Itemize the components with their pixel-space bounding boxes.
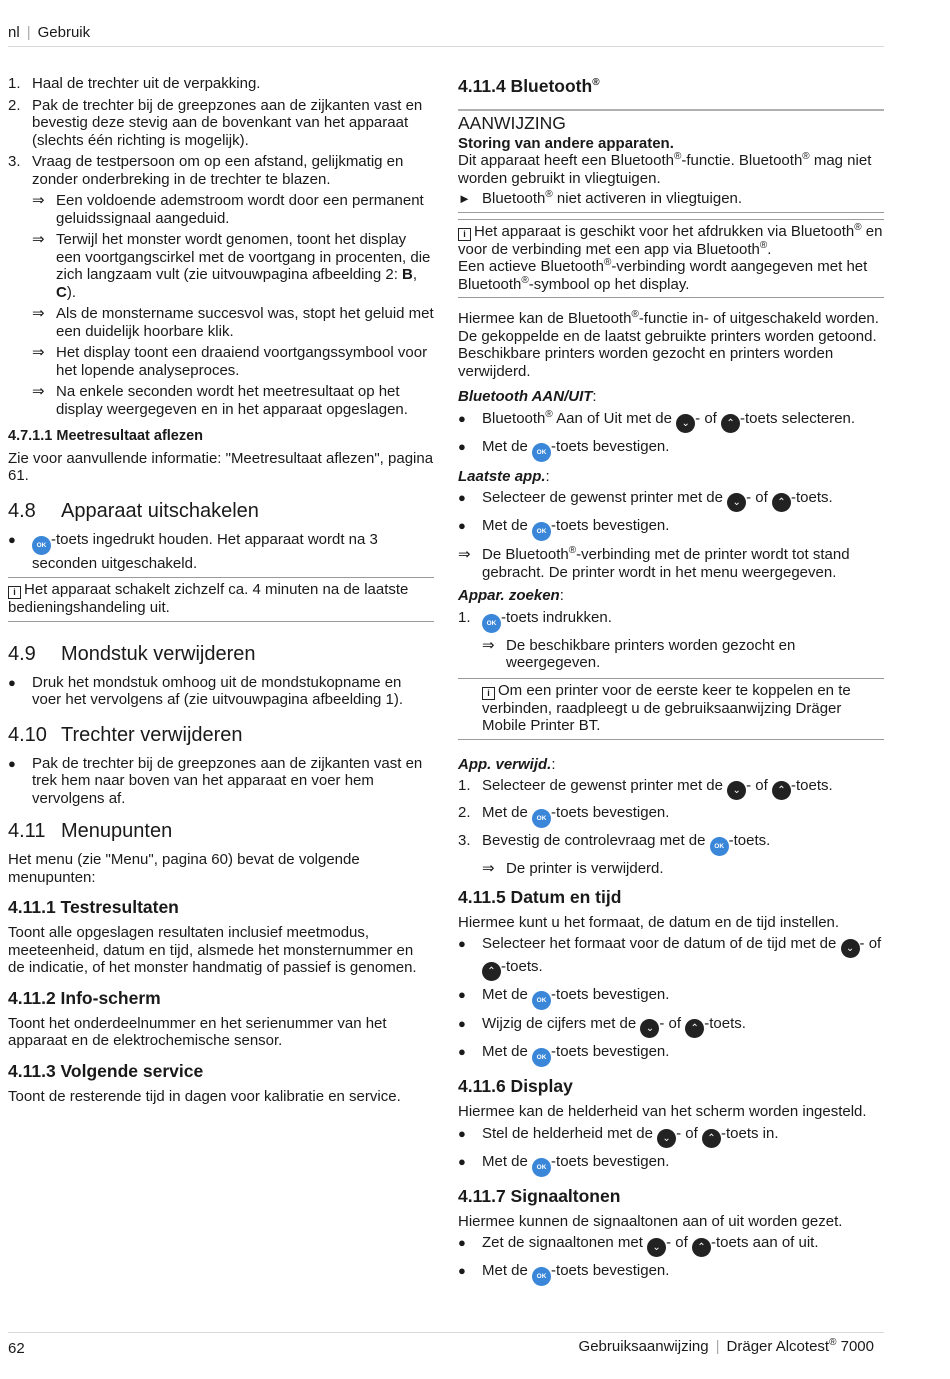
result-5 xyxy=(32,383,434,418)
note-text: Het apparaat schakelt zichzelf ca. 4 minuten na de laatste bedieningshandeling uit. xyxy=(8,581,409,616)
down-key-icon: ⌄ xyxy=(647,1238,666,1257)
result-text: Het display toont een draaiend voortgangssymbool voor het lopende analyseproces. xyxy=(56,344,428,379)
up-key-icon: ⌃ xyxy=(772,493,791,512)
heading-4-7-1-1: 4.7.1.1 Meetresultaat aflezen xyxy=(8,428,204,444)
result-arrow-icon: ⇒ xyxy=(32,383,45,400)
paragraph-4-11-5: Hiermee kunt u het formaat, de datum en de tijd instellen. xyxy=(458,913,840,931)
warning-text xyxy=(458,152,884,187)
result-2 xyxy=(32,231,434,301)
registered-mark: ® xyxy=(829,1337,837,1348)
heading-4-11-1: 4.11.1 Testresultaten xyxy=(8,897,179,917)
text-part: -toets bevestigen. xyxy=(551,517,670,534)
down-key-icon: ⌄ xyxy=(727,493,746,512)
step-2 xyxy=(8,97,434,150)
bullet-text xyxy=(482,1153,669,1177)
bullet-text: Pak de trechter bij de greepzones aan de zijkanten vast en trek hem naar boven van het apparaat en voer hem vervolgens af. xyxy=(32,754,423,807)
action-text xyxy=(482,190,742,208)
result-text: De printer is verwijderd. xyxy=(506,860,664,877)
down-key-icon: ⌄ xyxy=(657,1129,676,1148)
av-step-3 xyxy=(458,832,884,856)
bullet-text xyxy=(482,1043,669,1067)
text-part: -toets bevestigen. xyxy=(551,986,670,1003)
header-separator: | xyxy=(26,24,31,41)
av-result xyxy=(482,860,884,878)
footer-separator: | xyxy=(715,1338,720,1355)
paragraph-4-11-2: Toont het onderdeelnummer en het serienummer van het apparaat en de elektrochemische sensor. xyxy=(8,1014,387,1049)
text-part: Met de xyxy=(482,986,533,1003)
paragraph-4-7-1-1: Zie voor aanvullende informatie: "Meetresultaat aflezen", pagina 61. xyxy=(8,449,434,484)
text-part: Selecteer de gewenst printer met de xyxy=(482,489,728,506)
bullet-text xyxy=(482,1234,819,1257)
note-text: Om een printer voor de eerste keer te koppelen en te verbinden, raadpleegt u de gebruiksaanwijzing Dräger Mobile Printer BT. xyxy=(482,681,851,734)
text-part: -toets bevestigen. xyxy=(551,1262,670,1279)
footer-doc: Gebruiksaanwijzing xyxy=(578,1338,709,1355)
text-part: -toets. xyxy=(790,777,833,794)
ok-key-icon: OK xyxy=(532,1048,551,1067)
action-triangle-icon: ► xyxy=(458,191,471,206)
info-icon: i xyxy=(8,586,21,599)
dt-bullet-2 xyxy=(458,986,884,1010)
heading-4-10 xyxy=(8,723,434,747)
up-key-icon: ⌃ xyxy=(772,781,791,800)
figure-ref-c: C xyxy=(56,283,67,301)
subheading-text: Bluetooth AAN/UIT xyxy=(458,388,593,405)
text-part: -verbinding wordt aangegeven met het Bluetooth xyxy=(458,258,868,293)
bullet-icon: ● xyxy=(8,674,16,690)
bullet-4-10 xyxy=(8,755,434,808)
ok-key-icon: OK xyxy=(532,443,551,462)
step-number: 1. xyxy=(458,777,471,794)
heading-4-11-2: 4.11.2 Info-scherm xyxy=(8,987,161,1008)
bullet-text xyxy=(482,935,884,981)
text-part: - of xyxy=(695,409,722,427)
result-text xyxy=(56,231,434,301)
down-key-icon: ⌄ xyxy=(841,939,860,958)
colon: : xyxy=(545,467,550,485)
ok-key-icon: OK xyxy=(532,809,551,828)
text-part: Met de xyxy=(482,517,533,534)
text-part: Zet de signaaltonen met xyxy=(482,1234,648,1251)
registered-mark: ® xyxy=(545,408,553,420)
av-step-1 xyxy=(458,777,884,800)
text-part: mag niet worden gebruikt in vliegtuigen. xyxy=(458,152,872,187)
dt-bullet-3 xyxy=(458,1015,884,1038)
section-title: Menupunten xyxy=(61,820,173,842)
ok-key-icon: OK xyxy=(532,991,551,1010)
dt-bullet-4 xyxy=(458,1043,884,1067)
text-part: -toets selecteren. xyxy=(740,409,856,427)
ok-key-icon: OK xyxy=(532,1267,551,1286)
text-part: Bluetooth xyxy=(482,409,546,427)
down-key-icon: ⌄ xyxy=(640,1019,659,1038)
note-text-2 xyxy=(458,258,884,293)
text-part: -toets bevestigen. xyxy=(551,1043,670,1060)
bullet-icon: ● xyxy=(458,438,466,454)
bullet-icon: ● xyxy=(458,1125,466,1141)
text-part: Met de xyxy=(482,1043,533,1060)
info-icon: i xyxy=(482,687,495,700)
registered-mark: ® xyxy=(568,545,577,556)
text-part: -toets bevestigen. xyxy=(551,1152,670,1170)
footer-product: Dräger Alcotest xyxy=(726,1338,830,1355)
result-arrow-icon: ⇒ xyxy=(32,231,45,248)
header-section: Gebruik xyxy=(37,24,91,41)
step-number: 1. xyxy=(458,608,471,626)
text-part: -toets indrukken. xyxy=(501,608,612,626)
text-part: -toets. xyxy=(501,958,543,975)
section-title: Trechter verwijderen xyxy=(61,723,243,746)
result-1 xyxy=(32,192,434,227)
info-icon: i xyxy=(458,228,471,241)
paragraph-4-11-7: Hiermee kunnen de signaaltonen aan of uit worden gezet. xyxy=(458,1212,843,1230)
warning-title: AANWIJZING xyxy=(458,113,566,133)
result-arrow-icon: ⇒ xyxy=(482,860,495,877)
bullet-text xyxy=(482,489,833,512)
text-part: Selecteer het formaat voor de datum of de tijd met de xyxy=(482,935,841,952)
up-key-icon: ⌃ xyxy=(692,1238,711,1257)
text-part: Aan of Uit met de xyxy=(552,409,677,427)
text-part: Dit apparaat heeft een Bluetooth xyxy=(458,152,674,169)
heading-4-11-3: 4.11.3 Volgende service xyxy=(8,1060,204,1081)
result-text: Na enkele seconden wordt het meetresultaat op het display weergegeven en in het apparaat opgeslagen. xyxy=(56,383,408,418)
note-4-8 xyxy=(8,577,434,622)
registered-mark: ® xyxy=(545,189,553,200)
warning-box xyxy=(458,109,884,213)
step-text xyxy=(482,609,612,633)
registered-mark: ® xyxy=(631,309,639,320)
text-part: Bevestig de controlevraag met de xyxy=(482,832,710,849)
page-number: 62 xyxy=(8,1340,25,1357)
subheading-laatste-app xyxy=(458,468,884,486)
bullet-icon: ● xyxy=(458,1153,466,1169)
text-part: -functie. Bluetooth xyxy=(681,152,803,169)
bt-bullet-2 xyxy=(458,438,884,462)
right-column xyxy=(458,75,884,1291)
heading-4-9 xyxy=(8,642,434,666)
paragraph-4-11-3: Toont de resterende tijd in dagen voor kalibratie en service. xyxy=(8,1087,401,1105)
result-arrow-icon: ⇒ xyxy=(458,546,471,563)
subheading-text: Laatste app. xyxy=(458,467,546,485)
text-part: Hiermee kan de Bluetooth xyxy=(458,310,632,327)
result-arrow-icon: ⇒ xyxy=(32,192,45,209)
step-text: Pak de trechter bij de greepzones aan de zijkanten vast en bevestig deze stevig aan de bovenkant van het apparaat (slechts één richting is mogelijk). xyxy=(32,96,423,149)
ok-key-icon: OK xyxy=(710,837,729,856)
text-part: Bluetooth xyxy=(482,190,546,207)
step-number: 1. xyxy=(8,75,21,92)
step-text xyxy=(482,804,669,828)
text-part: -toets bevestigen. xyxy=(551,804,670,821)
bullet-icon: ● xyxy=(458,1016,466,1031)
sg-bullet-2 xyxy=(458,1262,884,1286)
step-number: 3. xyxy=(458,832,471,849)
text-part: - of xyxy=(666,1234,692,1251)
colon: : xyxy=(559,587,564,604)
result-arrow-icon: ⇒ xyxy=(482,636,495,654)
text-part: ). xyxy=(66,283,77,301)
dt-bullet-1 xyxy=(458,935,884,981)
text-part: -functie in- of uitgeschakeld worden. De gekoppelde en de laatst gebruikte printers worden getoond. Beschikbare printers worden gezocht en printers worden verwijderd. xyxy=(458,310,879,380)
bullet-text xyxy=(482,986,669,1010)
text-part: Met de xyxy=(482,1262,533,1279)
header-rule xyxy=(8,46,884,47)
up-key-icon: ⌃ xyxy=(721,414,740,433)
up-key-icon: ⌃ xyxy=(482,962,501,981)
paragraph-4-11: Het menu (zie "Menu", pagina 60) bevat de volgende menupunten: xyxy=(8,851,360,886)
text-part: niet activeren in vliegtuigen. xyxy=(552,190,743,207)
bullet-text xyxy=(482,410,855,433)
text-part: -toets. xyxy=(790,489,833,506)
footer-rule xyxy=(8,1332,884,1333)
bullet-text xyxy=(32,531,434,573)
result-3 xyxy=(32,305,434,340)
section-title: Apparaat uitschakelen xyxy=(61,499,259,522)
text-part: Stel de helderheid met de xyxy=(482,1124,658,1142)
text-part: - of xyxy=(746,777,772,794)
result-text: De beschikbare printers worden gezocht en weergegeven. xyxy=(506,636,796,671)
warning-action xyxy=(458,190,884,208)
registered-mark: ® xyxy=(759,239,768,251)
heading-4-8 xyxy=(8,499,434,523)
result-text xyxy=(482,546,884,581)
step-text xyxy=(482,832,770,856)
heading-4-11-6: 4.11.6 Display xyxy=(458,1076,573,1096)
text-part: -verbinding met de printer wordt tot stand gebracht. De printer wordt in het menu weergegeven. xyxy=(482,546,850,581)
registered-mark: ® xyxy=(592,77,600,89)
ds-bullet-2 xyxy=(458,1153,884,1177)
text-part: Selecteer de gewenst printer met de xyxy=(482,777,728,794)
text-part: , xyxy=(412,266,418,283)
heading-4-11 xyxy=(8,819,434,843)
registered-mark: ® xyxy=(674,151,682,162)
registered-mark: ® xyxy=(603,257,612,268)
heading-4-11-7: 4.11.7 Signaaltonen xyxy=(458,1185,621,1206)
registered-mark: ® xyxy=(854,221,862,233)
bullet-icon: ● xyxy=(458,1044,466,1059)
text-part: Het apparaat is geschikt voor het afdrukken via Bluetooth xyxy=(474,222,855,240)
text-part: -symbool op het display. xyxy=(528,275,690,293)
text-part: Met de xyxy=(482,804,533,821)
text-part: - of xyxy=(859,935,882,952)
heading-4-11-5: 4.11.5 Datum en tijd xyxy=(458,886,622,907)
left-column xyxy=(8,75,434,1105)
step-3 xyxy=(8,153,434,188)
la-bullet-2 xyxy=(458,517,884,541)
header-lang: nl xyxy=(8,24,20,41)
colon: : xyxy=(592,388,597,405)
paragraph-4-11-6: Hiermee kan de helderheid van het scherm worden ingesteld. xyxy=(458,1103,867,1120)
subheading-text: App. verwijd. xyxy=(458,755,552,773)
text-part: - of xyxy=(746,489,772,506)
text-part: -toets aan of uit. xyxy=(710,1234,819,1251)
text-part: -toets. xyxy=(704,1015,746,1032)
bullet-icon: ● xyxy=(458,410,466,426)
result-text: Als de monstername succesvol was, stopt het geluid met een duidelijk hoorbare klik. xyxy=(56,305,434,340)
text-part: -toets bevestigen. xyxy=(551,437,670,455)
step-number: 2. xyxy=(8,96,21,114)
step-number: 3. xyxy=(8,153,21,170)
footer-model: 7000 xyxy=(840,1338,874,1355)
la-bullet-1 xyxy=(458,489,884,512)
az-step-1 xyxy=(458,609,884,633)
text-part: De Bluetooth xyxy=(482,546,569,563)
subheading-app-verwijd xyxy=(458,756,884,774)
colon: : xyxy=(551,755,556,773)
text-part: Een actieve Bluetooth xyxy=(458,258,604,275)
step-text: Vraag de testpersoon om op een afstand, gelijkmatig en zonder onderbreking in de trechter te blazen. xyxy=(32,153,404,188)
note-text-1 xyxy=(458,223,884,259)
warning-subtitle: Storing van andere apparaten. xyxy=(458,134,674,152)
text-part: - of xyxy=(676,1124,702,1142)
bullet-text xyxy=(482,1125,779,1148)
text-part: -toets ingedrukt houden. Het apparaat wordt na 3 seconden uitgeschakeld. xyxy=(32,530,378,572)
section-number: 4.8 xyxy=(8,499,36,522)
bullet-icon: ● xyxy=(458,987,466,1002)
down-key-icon: ⌄ xyxy=(676,414,695,433)
bullet-text xyxy=(482,517,669,541)
bullet-text xyxy=(482,1262,669,1286)
bullet-text xyxy=(482,438,669,462)
section-number: 4.10 xyxy=(8,723,47,746)
text-part: -toets. xyxy=(728,832,771,849)
ds-bullet-1 xyxy=(458,1125,884,1148)
subheading-appar-zoeken xyxy=(458,587,884,605)
up-key-icon: ⌃ xyxy=(685,1019,704,1038)
text-part: Met de xyxy=(482,1152,533,1170)
subheading-text: Appar. zoeken xyxy=(458,587,560,604)
bt-bullet-1 xyxy=(458,410,884,433)
up-key-icon: ⌃ xyxy=(702,1129,721,1148)
figure-ref-b: B xyxy=(402,266,413,283)
ok-key-icon: OK xyxy=(532,522,551,541)
page-header xyxy=(8,24,90,42)
result-arrow-icon: ⇒ xyxy=(32,305,45,322)
step-number: 2. xyxy=(458,804,471,821)
note-appar-zoeken xyxy=(458,678,884,740)
bullet-icon: ● xyxy=(8,755,16,771)
bullet-icon: ● xyxy=(458,518,466,533)
text-part: -toets in. xyxy=(720,1124,779,1142)
result-4 xyxy=(32,344,434,379)
heading-text: 4.11.4 Bluetooth xyxy=(458,76,593,96)
text-part: Wijzig de cijfers met de xyxy=(482,1015,641,1032)
registered-mark: ® xyxy=(521,274,529,286)
step-text: Haal de trechter uit de verpakking. xyxy=(32,75,261,92)
bullet-icon: ● xyxy=(458,490,466,505)
ok-key-icon: OK xyxy=(482,614,501,633)
heading-4-11-4 xyxy=(458,75,884,97)
section-title: Mondstuk verwijderen xyxy=(61,642,256,665)
paragraph-4-11-1: Toont alle opgeslagen resultaten inclusief meetmodus, meeteenheid, datum en tijd, alsmede het monsternummer en de indicatie, of het monster handmatig of passief is genomen. xyxy=(8,924,417,976)
bullet-icon: ● xyxy=(458,936,466,951)
bullet-icon: ● xyxy=(458,1235,466,1250)
result-text: Een voldoende ademstroom wordt door een permanent geluidssignaal aangeduid. xyxy=(56,192,424,227)
text-part: Terwijl het monster wordt genomen, toont het display een voortgangscirkel met de voortgang in procenten, die zich langzaam vult (zie uitvouwpagina afbeelding 2: xyxy=(56,231,431,283)
bullet-4-9 xyxy=(8,674,434,709)
sg-bullet-1 xyxy=(458,1234,884,1257)
step-1 xyxy=(8,75,434,93)
bluetooth-intro xyxy=(458,310,884,380)
bullet-text xyxy=(482,1015,746,1038)
av-step-2 xyxy=(458,804,884,828)
text-part: Met de xyxy=(482,437,533,455)
bullet-icon: ● xyxy=(8,531,16,547)
ok-key-icon: OK xyxy=(32,536,51,555)
note-bluetooth xyxy=(458,219,884,299)
az-result xyxy=(482,637,884,672)
subheading-bluetooth-aan-uit xyxy=(458,388,884,406)
footer-title xyxy=(579,1338,874,1356)
text-part: en voor de verbinding met een app via Bluetooth xyxy=(458,222,883,258)
registered-mark: ® xyxy=(802,151,810,162)
step-text xyxy=(482,777,833,800)
bullet-4-8 xyxy=(8,531,434,573)
down-key-icon: ⌄ xyxy=(727,781,746,800)
la-result xyxy=(458,546,884,581)
section-number: 4.11 xyxy=(8,820,46,842)
section-number: 4.9 xyxy=(8,642,36,665)
text-part: - of xyxy=(659,1015,686,1032)
ok-key-icon: OK xyxy=(532,1158,551,1177)
bullet-text: Druk het mondstuk omhoog uit de mondstukopname en voer het vervolgens af (zie uitvouwpagina afbeelding 1). xyxy=(32,673,404,708)
bullet-icon: ● xyxy=(458,1263,466,1278)
text-part: . xyxy=(767,240,772,258)
result-arrow-icon: ⇒ xyxy=(32,344,45,361)
